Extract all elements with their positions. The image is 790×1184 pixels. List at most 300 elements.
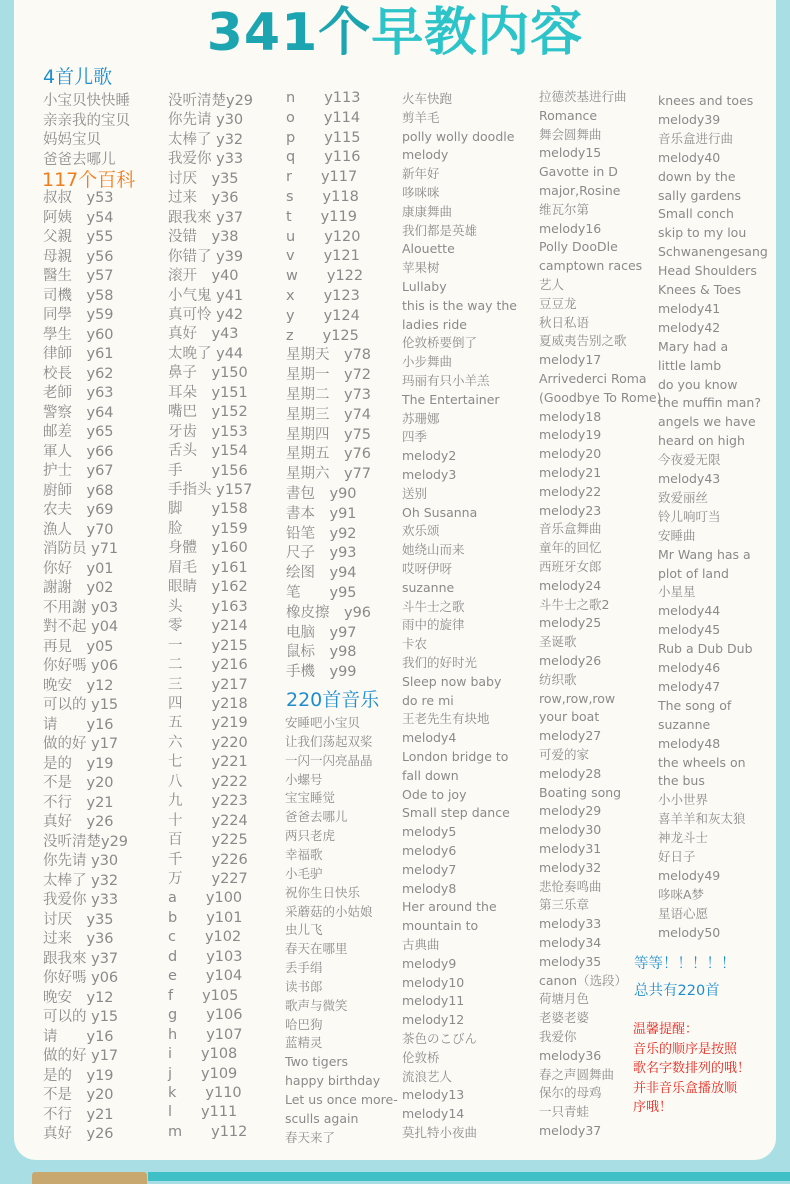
- list-item: melody16: [539, 220, 602, 236]
- list-item: melody42: [658, 319, 721, 335]
- list-item: 致爱丽丝: [658, 489, 709, 505]
- list-item: Oh Susanna: [402, 504, 478, 520]
- list-item: 你先请 y30: [168, 112, 244, 129]
- list-item: 雨中的旋律: [402, 617, 465, 633]
- list-item: 苹果树: [402, 260, 440, 276]
- list-item: t y119: [286, 208, 357, 225]
- list-item: 流浪艺人: [402, 1068, 453, 1084]
- list-item: melody41: [658, 300, 721, 316]
- list-item: 一 y215: [168, 637, 248, 654]
- list-item: e y104: [168, 968, 243, 985]
- list-item: 没听清楚y29: [43, 833, 129, 850]
- list-item: sally gardens: [658, 187, 742, 203]
- list-item: 橡皮擦 y96: [286, 604, 372, 621]
- list-item: sculls again: [285, 1110, 359, 1126]
- list-item: melody44: [658, 603, 721, 619]
- page-title: [0, 2, 790, 64]
- list-item: m y112: [168, 1123, 248, 1140]
- list-item: melody50: [658, 924, 721, 940]
- list-item: 書本 y91: [286, 505, 357, 522]
- list-item: 星期六 y77: [286, 466, 372, 483]
- list-item: 百 y225: [168, 832, 248, 849]
- list-item: 書包 y90: [286, 486, 357, 502]
- list-item: melody11: [402, 993, 465, 1009]
- list-item: do re mi: [402, 692, 454, 708]
- list-item: 手機 y99: [286, 664, 357, 681]
- list-item: 夏威夷告别之歌: [539, 333, 627, 349]
- list-item: melody20: [539, 446, 602, 462]
- list-item: 春之声圆舞曲: [539, 1066, 615, 1082]
- list-item: this is the way the: [402, 297, 517, 313]
- list-item: melody37: [539, 1123, 602, 1138]
- list-item: w y122: [286, 268, 364, 285]
- list-item: Let us once more-: [285, 1092, 398, 1107]
- list-item: 笔 y95: [286, 585, 357, 601]
- list-item: Boating song: [539, 784, 622, 800]
- list-item: 手指头 y157: [168, 482, 253, 498]
- list-item: 一闪一闪亮晶晶: [285, 752, 373, 768]
- list-item: Mr Wang has a: [658, 546, 751, 562]
- list-item: 真好 y26: [43, 1126, 114, 1142]
- list-item: 保尔的母鸡: [539, 1085, 602, 1101]
- list-item: 小小世界: [658, 792, 709, 808]
- list-item: 星期一 y72: [286, 367, 372, 384]
- list-item: Two tigers: [285, 1054, 349, 1070]
- list-item: 歌声与微笑: [285, 997, 348, 1013]
- list-item: 绘图 y94: [286, 565, 357, 582]
- list-item: 我们都是英雄: [402, 222, 478, 238]
- list-item: 我爱你 y33: [168, 151, 244, 168]
- list-item: melody48: [658, 735, 721, 751]
- list-item: melody22: [539, 483, 602, 499]
- list-item: b y101: [168, 909, 243, 926]
- list-item: 不行 y21: [43, 794, 114, 811]
- list-item: 不是 y20: [43, 1087, 114, 1103]
- list-item: 眼睛 y162: [168, 579, 248, 596]
- list-item: 嘴巴 y152: [168, 404, 248, 421]
- list-item: 讨厌 y35: [168, 170, 239, 187]
- list-item: 爸爸去哪儿: [43, 151, 116, 168]
- list-item: k y110: [168, 1084, 242, 1101]
- list-item: little lamb: [658, 357, 722, 373]
- list-item: 火车快跑: [402, 91, 453, 106]
- list-item: 舌头 y154: [168, 443, 248, 460]
- list-item: 不行 y21: [43, 1106, 114, 1123]
- list-item: 哆咪A梦: [658, 886, 705, 902]
- list-item: Ode to joy: [402, 786, 467, 802]
- list-item: 我们的好时光: [402, 655, 478, 670]
- list-item: 千 y226: [168, 851, 248, 868]
- list-item: 你好嗎 y06: [43, 970, 119, 986]
- list-item: 小螺号: [285, 771, 323, 787]
- list-item: z y125: [286, 327, 359, 344]
- list-item: melody29: [539, 803, 602, 819]
- list-item: melody39: [658, 111, 721, 127]
- list-item: 一只青蛙: [539, 1104, 590, 1120]
- list-item: 跟我來 y37: [43, 950, 119, 967]
- list-item: 过来 y36: [43, 931, 114, 947]
- list-item: 护士 y67: [43, 463, 114, 479]
- total-line-2: 总共有220首: [634, 983, 720, 999]
- list-item: 让我们荡起双桨: [285, 733, 373, 749]
- list-item: 农夫 y69: [43, 502, 114, 518]
- list-item: 滚开 y40: [168, 268, 239, 285]
- list-item: 斗牛士之歌2: [539, 596, 610, 612]
- list-item: 讨厌 y35: [43, 911, 114, 928]
- list-item: major,Rosine: [539, 183, 621, 198]
- list-item: Gavotte in D: [539, 164, 618, 180]
- list-item: melody30: [539, 822, 602, 838]
- list-item: 可以的 y15: [43, 1009, 119, 1025]
- list-item: 阿姨 y54: [43, 209, 114, 226]
- list-item: do you know: [658, 376, 738, 392]
- list-item: London bridge to: [402, 749, 509, 764]
- list-item: melody6: [402, 843, 457, 858]
- list-item: y y124: [286, 307, 360, 324]
- list-item: melody5: [402, 824, 457, 840]
- list-item: 我爱你 y33: [43, 892, 119, 908]
- list-item: 送别: [402, 485, 428, 501]
- list-item: 苏珊娜: [402, 410, 440, 426]
- list-item: 哆咪咪: [402, 185, 440, 200]
- list-item: row,row,row: [539, 690, 616, 706]
- list-item: 漁人 y70: [43, 521, 114, 538]
- list-item: melody28: [539, 765, 602, 781]
- list-item: 做的好 y17: [43, 736, 119, 752]
- list-item: 圣诞歌: [539, 634, 577, 650]
- list-item: 我爱你: [539, 1029, 577, 1044]
- list-item: The Entertainer: [402, 391, 500, 407]
- list-item: 你先请 y30: [43, 853, 119, 869]
- list-item: 春天在哪里: [285, 941, 348, 957]
- list-item: 律師 y61: [43, 346, 114, 362]
- list-item: 脸 y159: [168, 520, 248, 537]
- list-item: g y106: [168, 1007, 243, 1024]
- list-item: 星期天 y78: [286, 347, 372, 364]
- title-rest: 早教内容: [371, 3, 584, 63]
- list-item: 哈巴狗: [285, 1016, 323, 1032]
- list-item: melody46: [658, 660, 721, 675]
- list-item: 身體 y160: [168, 540, 248, 557]
- list-item: 你好 y01: [43, 560, 114, 577]
- list-item: 欢乐颂: [402, 523, 440, 539]
- list-item: 六 y220: [168, 734, 248, 751]
- list-item: 可以的 y15: [43, 697, 119, 713]
- list-item: 太棒了 y32: [168, 131, 244, 148]
- list-item: 星期四 y75: [286, 426, 372, 443]
- list-item: i y108: [168, 1046, 238, 1063]
- list-item: Small step dance: [402, 805, 510, 821]
- list-item: 軍人 y66: [43, 443, 114, 460]
- list-item: 星语心愿: [658, 905, 709, 921]
- total-line-1: 等等！！！！！: [634, 956, 736, 972]
- bottom-divider: [148, 1172, 790, 1181]
- list-item: 纺织歌: [539, 671, 577, 687]
- songs-heading: 4首儿歌: [43, 66, 113, 88]
- list-item: Mary had a: [658, 338, 729, 354]
- list-item: Alouette: [402, 241, 455, 257]
- list-item: suzanne: [402, 579, 455, 595]
- list-item: Head Shoulders: [658, 263, 757, 279]
- list-item: 跟我來 y37: [168, 209, 244, 226]
- list-item: melody47: [658, 678, 721, 694]
- list-item: Schwanengesang: [658, 244, 768, 260]
- list-item: fall down: [402, 767, 459, 783]
- list-item: melody12: [402, 1012, 465, 1028]
- list-item: 西班牙女郎: [539, 559, 602, 574]
- list-item: 再見 y05: [43, 638, 114, 655]
- notice-line: 序哦！: [633, 1100, 673, 1115]
- list-item: 小步舞曲: [402, 354, 453, 370]
- list-item: 脚 y158: [168, 501, 248, 518]
- list-item: 请 y16: [43, 1028, 114, 1045]
- list-item: 老師 y63: [43, 385, 114, 401]
- list-item: 真可怜 y42: [168, 306, 244, 323]
- list-item: melody9: [402, 955, 457, 971]
- list-item: 今夜爱无限: [658, 452, 721, 468]
- list-item: melody27: [539, 728, 602, 744]
- list-item: 神龙斗士: [658, 830, 709, 846]
- list-item: 警察 y64: [43, 404, 114, 421]
- list-item: 康康舞曲: [402, 203, 453, 219]
- list-item: 万 y227: [168, 871, 248, 887]
- list-item: 读书郎: [285, 978, 323, 994]
- list-item: 秋日私语: [539, 314, 590, 330]
- list-item: 叔叔 y53: [43, 190, 114, 206]
- list-item: 卡农: [402, 636, 428, 652]
- list-item: melody10: [402, 974, 465, 990]
- list-item: 剪羊毛: [402, 109, 440, 125]
- list-item: 铅笔 y92: [286, 525, 357, 542]
- list-item: 母親 y56: [43, 248, 114, 265]
- list-item: your boat: [539, 709, 600, 725]
- list-item: Small conch: [658, 206, 734, 222]
- list-item: 玛丽有只小羊羔: [402, 373, 490, 388]
- list-item: a y100: [168, 890, 243, 907]
- list-item: 你错了 y39: [168, 248, 244, 265]
- list-item: c y102: [168, 929, 242, 946]
- list-item: melody32: [539, 859, 602, 875]
- list-item: 九 y223: [168, 793, 248, 810]
- list-item: the wheels on: [658, 754, 746, 770]
- list-item: p y115: [286, 129, 361, 146]
- list-item: 伦敦桥要倒了: [402, 335, 478, 351]
- list-item: 安睡吧小宝贝: [285, 715, 361, 730]
- list-item: q y116: [286, 149, 361, 166]
- list-item: 父親 y55: [43, 229, 114, 245]
- list-item: melody33: [539, 916, 602, 932]
- list-item: 醫生 y57: [43, 268, 114, 284]
- list-item: melody36: [539, 1047, 602, 1063]
- list-item: 两只老虎: [285, 828, 336, 844]
- list-item: 校長 y62: [43, 365, 114, 382]
- bottom-image-thumb: [32, 1172, 147, 1184]
- list-item: 二 y216: [168, 657, 248, 674]
- list-item: melody23: [539, 502, 602, 518]
- list-item: melody7: [402, 861, 457, 877]
- list-item: 謝謝 y02: [43, 580, 114, 596]
- list-item: melody18: [539, 408, 602, 424]
- list-item: 她绕山而来: [402, 542, 465, 558]
- list-item: melody19: [539, 427, 602, 443]
- list-item: canon（选段）: [539, 972, 628, 988]
- list-item: mountain to: [402, 918, 479, 934]
- list-item: heard on high: [658, 433, 745, 449]
- list-item: melody34: [539, 935, 602, 950]
- list-item: 七 y221: [168, 754, 248, 771]
- list-item: melody3: [402, 467, 457, 482]
- list-item: 是的 y19: [43, 1067, 114, 1084]
- list-item: 星期二 y73: [286, 387, 372, 403]
- list-item: 太棒了 y32: [43, 872, 119, 889]
- list-item: 晚安 y12: [43, 677, 114, 694]
- list-item: 太晚了 y44: [168, 345, 244, 362]
- list-item: 艺人: [539, 277, 565, 292]
- list-item: melody43: [658, 471, 721, 486]
- list-item: Lullaby: [402, 279, 447, 294]
- list-item: camptown races: [539, 258, 643, 274]
- list-item: l y111: [168, 1104, 238, 1121]
- list-item: 消防员 y71: [43, 541, 119, 557]
- encyclopedia-heading: 117个百科: [42, 169, 136, 191]
- list-item: h y107: [168, 1026, 243, 1043]
- list-item: o y114: [286, 109, 361, 126]
- list-item: melody40: [658, 149, 721, 165]
- list-item: Knees & Toes: [658, 282, 742, 297]
- list-item: melody49: [658, 867, 721, 883]
- list-item: 喜羊羊和灰太狼: [658, 811, 746, 827]
- list-item: 新年好: [402, 166, 440, 182]
- list-item: 拉德茨基进行曲: [539, 89, 627, 104]
- list-item: melody14: [402, 1106, 465, 1122]
- list-item: 头 y163: [168, 598, 248, 615]
- list-item: melody8: [402, 880, 457, 896]
- list-item: 祝你生日快乐: [285, 884, 361, 900]
- list-item: 零 y214: [168, 618, 248, 635]
- list-item: 手 y156: [168, 462, 248, 479]
- list-item: 莫扎特小夜曲: [402, 1125, 478, 1140]
- list-item: 虫儿飞: [285, 922, 323, 938]
- list-item: 真好 y43: [168, 326, 239, 343]
- list-item: 铃儿响叮当: [658, 508, 721, 524]
- list-item: 宝宝睡觉: [285, 790, 336, 806]
- list-item: 司機 y58: [43, 287, 114, 304]
- list-item: Rub a Dub Dub: [658, 641, 753, 657]
- list-item: melody25: [539, 615, 602, 631]
- list-item: 王老先生有块地: [402, 711, 490, 727]
- list-item: 眉毛 y161: [168, 559, 248, 576]
- list-item: j y109: [168, 1065, 238, 1082]
- list-item: melody31: [539, 841, 602, 856]
- list-item: Romance: [539, 107, 598, 123]
- list-item: The song of: [658, 697, 732, 713]
- list-item: 哎呀伊呀: [402, 561, 453, 576]
- list-item: 你好嗎 y06: [43, 658, 119, 674]
- list-item: 廚師 y68: [43, 482, 114, 499]
- list-item: 妈妈宝贝: [43, 132, 101, 148]
- list-item: skip to my lou: [658, 225, 747, 241]
- list-item: 十 y224: [168, 812, 248, 829]
- list-item: 學生 y60: [43, 326, 114, 343]
- list-item: 舞会圆舞曲: [539, 126, 602, 142]
- list-item: 小宝贝快快睡: [43, 93, 130, 109]
- list-item: Sleep now baby: [402, 673, 502, 689]
- list-item: 亲亲我的宝贝: [43, 112, 130, 129]
- list-item: 采蘑菇的小姑娘: [285, 903, 373, 919]
- list-item: 邮差 y65: [43, 424, 114, 440]
- list-item: 做的好 y17: [43, 1048, 119, 1064]
- list-item: melody21: [539, 465, 602, 480]
- list-item: 小毛驴: [285, 865, 323, 881]
- list-item: 请 y16: [43, 716, 114, 733]
- list-item: 斗牛士之歌: [402, 598, 465, 614]
- list-item: u y120: [286, 228, 361, 245]
- list-item: 童年的回忆: [539, 540, 602, 556]
- list-item: 维瓦尔第: [539, 201, 590, 217]
- list-item: f y105: [168, 987, 239, 1004]
- list-item: 第三乐章: [539, 897, 590, 913]
- list-item: the muffin man?: [658, 395, 761, 411]
- list-item: melody2: [402, 448, 457, 464]
- list-item: 音乐盒进行曲: [658, 130, 734, 146]
- list-item: 茶色のこびん: [402, 1031, 478, 1046]
- list-item: down by the: [658, 168, 736, 184]
- list-item: plot of land: [658, 565, 729, 581]
- list-item: 四季: [402, 429, 428, 445]
- list-item: 安睡曲: [658, 527, 696, 543]
- list-item: 豆豆龙: [539, 295, 577, 311]
- list-item: 悲怆奏鸣曲: [539, 878, 602, 894]
- list-item: Arrivederci Roma: [539, 371, 647, 386]
- list-item: 鼻子 y150: [168, 365, 248, 382]
- list-item: 没错 y38: [168, 229, 239, 246]
- list-item: Her around the: [402, 899, 497, 915]
- list-item: melody24: [539, 577, 602, 593]
- list-item: 爸爸去哪儿: [285, 809, 348, 825]
- list-item: melody4: [402, 730, 457, 746]
- list-item: polly wolly doodle: [402, 128, 515, 144]
- notice-line: 音乐的顺序是按照: [633, 1041, 738, 1057]
- list-item: 五 y219: [168, 715, 248, 732]
- list-item: 音乐盒舞曲: [539, 521, 602, 537]
- list-item: 电脑 y97: [286, 624, 357, 641]
- notice-line: 温馨提醒：: [633, 1022, 699, 1037]
- list-item: 古典曲: [402, 937, 440, 952]
- list-item: n y113: [286, 90, 361, 106]
- list-item: 春天来了: [285, 1129, 336, 1145]
- list-item: 丢手绢: [285, 960, 323, 976]
- list-item: 真好 y26: [43, 814, 114, 830]
- list-item: 老婆老婆: [539, 1010, 590, 1026]
- list-item: 伦敦桥: [402, 1049, 440, 1065]
- list-item: 小星星: [658, 584, 696, 600]
- list-item: Polly DooDle: [539, 239, 618, 255]
- list-item: melody35: [539, 953, 602, 969]
- list-item: angels we have: [658, 414, 756, 430]
- list-item: d y103: [168, 948, 243, 965]
- list-item: 晚安 y12: [43, 989, 114, 1006]
- list-item: knees and toes: [658, 93, 754, 108]
- list-item: 星期五 y76: [286, 446, 372, 463]
- list-item: v y121: [286, 248, 360, 265]
- list-item: melody13: [402, 1087, 465, 1103]
- list-item: s y118: [286, 189, 359, 205]
- list-item: melody17: [539, 352, 602, 368]
- list-item: 鼠标 y98: [286, 644, 357, 661]
- list-item: melody45: [658, 622, 721, 638]
- list-item: suzanne: [658, 716, 711, 732]
- list-item: r y117: [286, 169, 358, 186]
